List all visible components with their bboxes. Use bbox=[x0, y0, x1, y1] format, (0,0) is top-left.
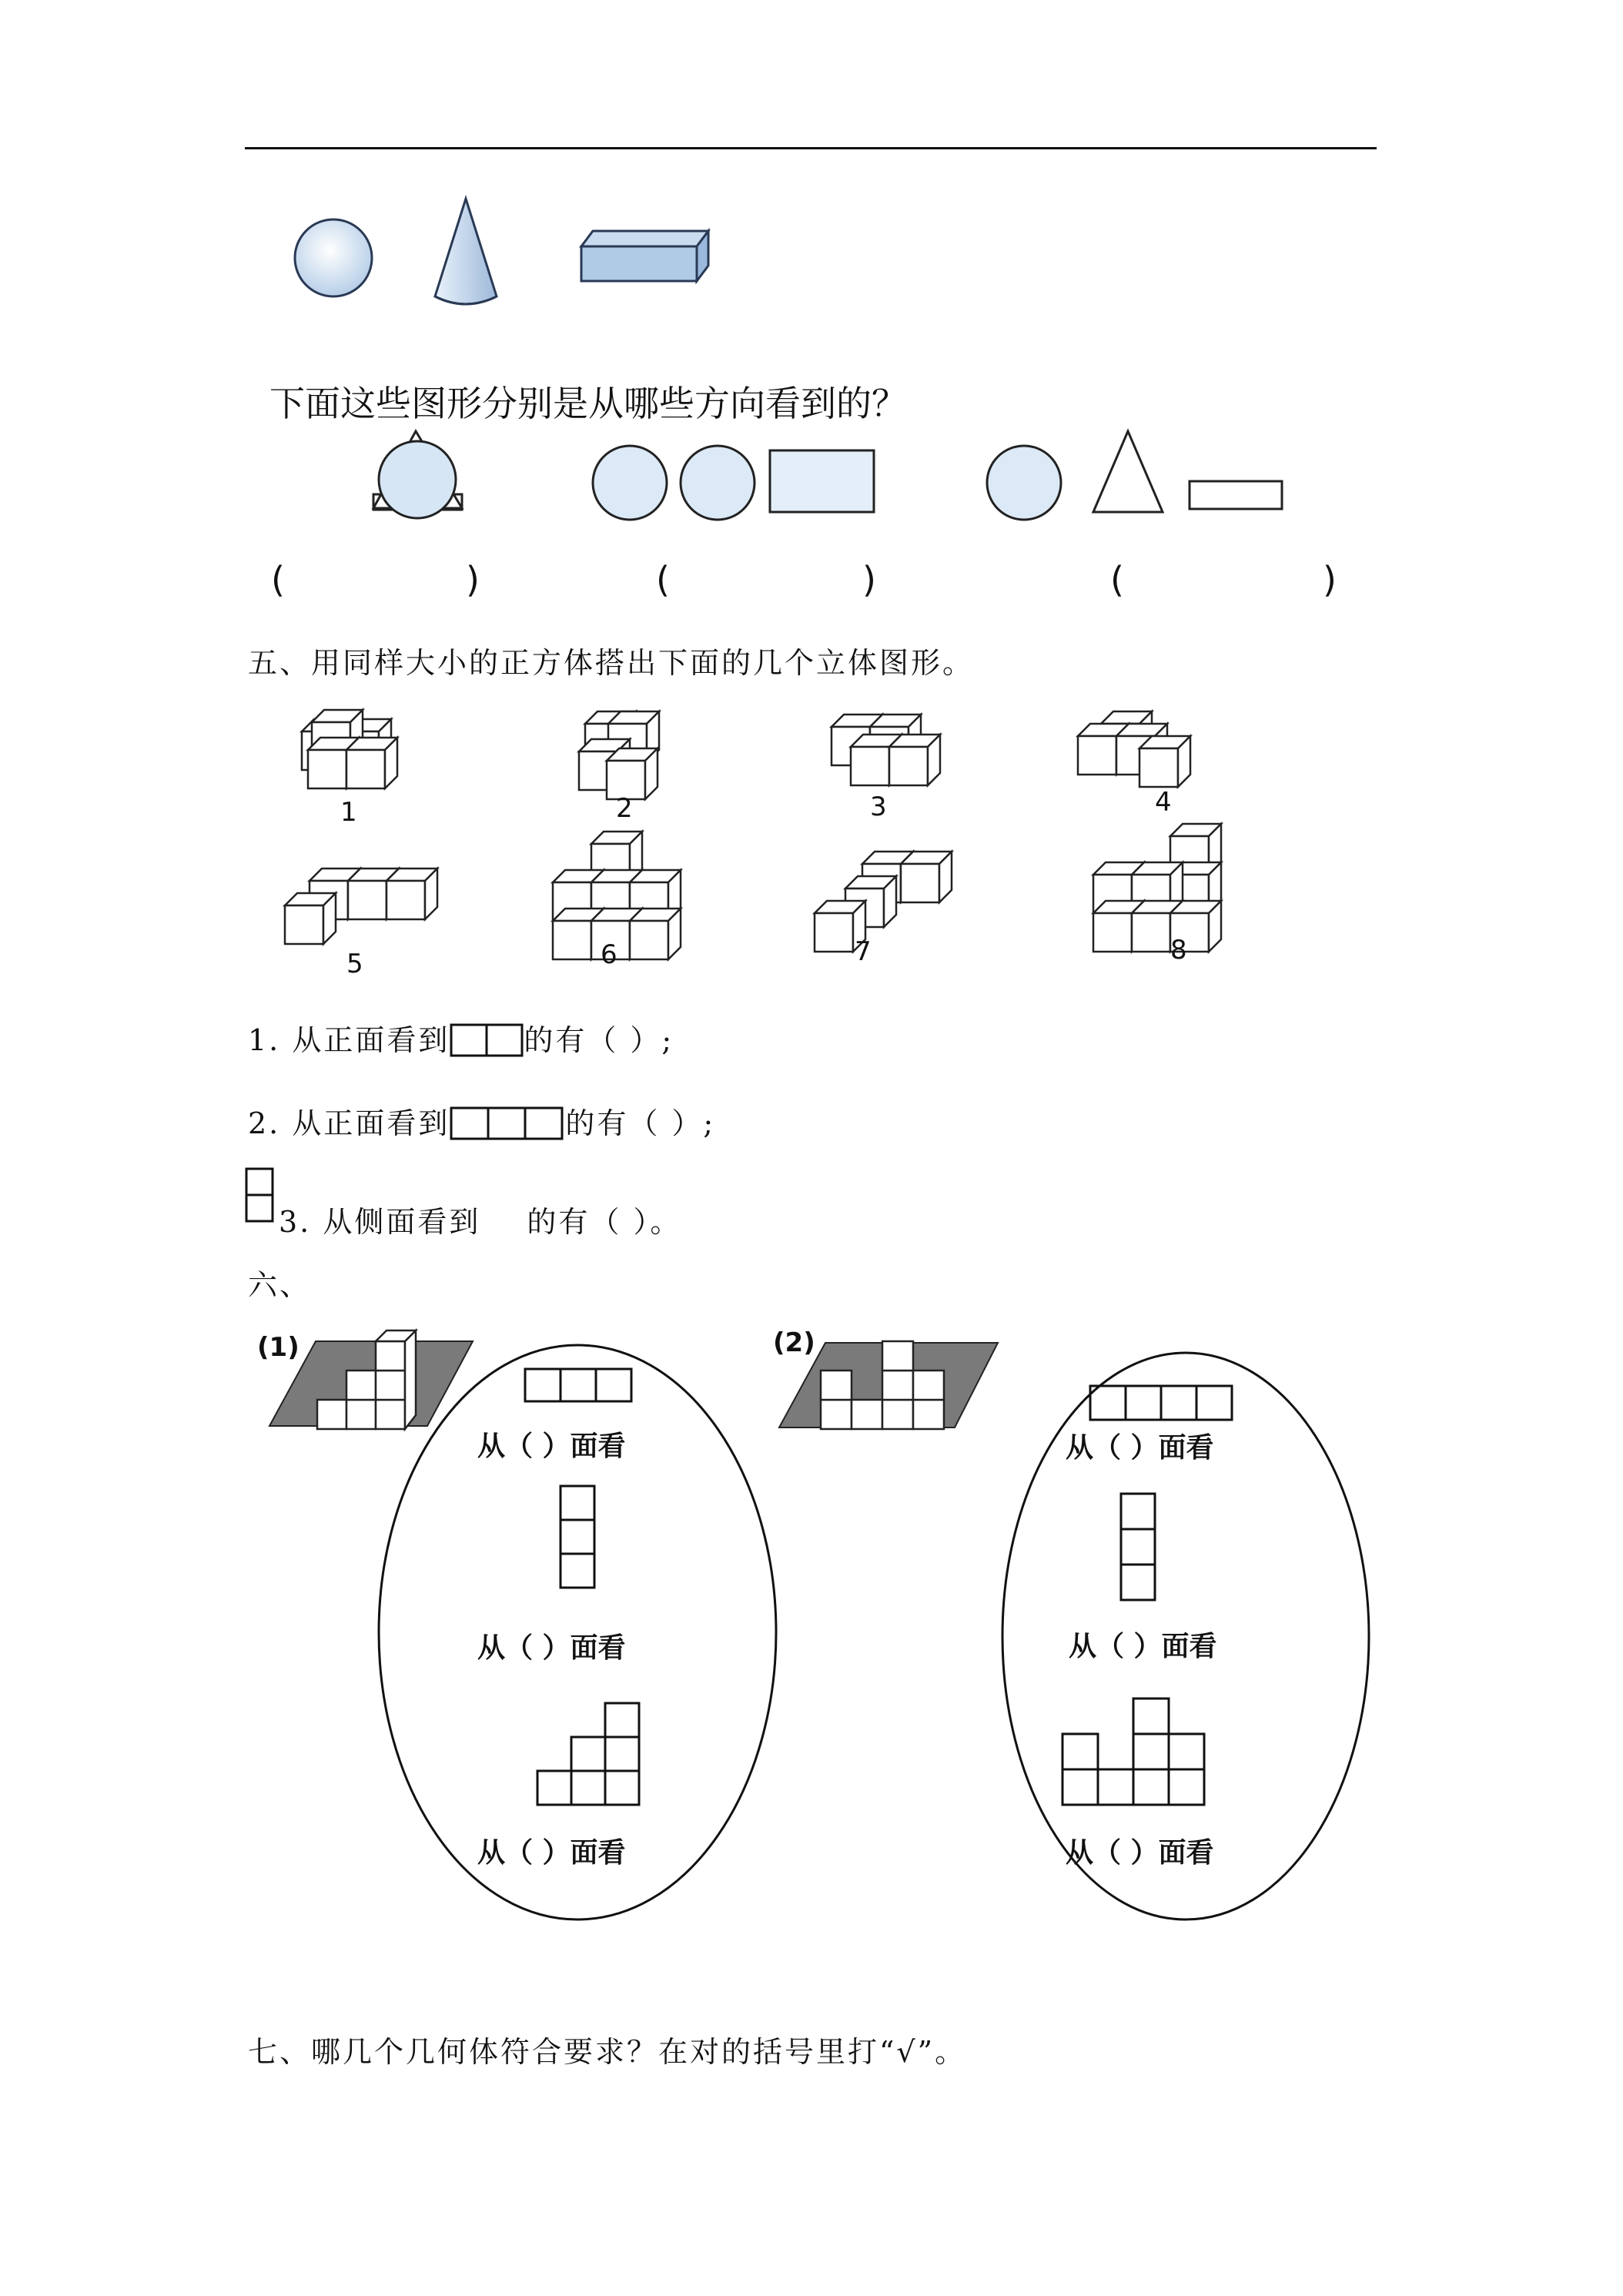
cube-figures bbox=[277, 708, 1278, 986]
figure-label-5: 5 bbox=[346, 949, 363, 979]
solids-illustration bbox=[277, 185, 739, 339]
view-caption-1c: 从（ ）面看 bbox=[477, 1837, 626, 1869]
three-squares-icon bbox=[450, 1106, 565, 1140]
question-3-prefix: 3. 从侧面看到 bbox=[279, 1205, 481, 1239]
view-caption-2c: 从（ ）面看 bbox=[1066, 1837, 1214, 1869]
section4-question: 下面这些图形分别是从哪些方向看到的？ bbox=[269, 383, 907, 424]
cone-shape bbox=[435, 199, 497, 304]
question-3-suffix: 的有（ ）。 bbox=[527, 1205, 682, 1239]
two-squares-icon bbox=[450, 1023, 524, 1057]
section6-title: 六、 bbox=[248, 1268, 312, 1302]
question-1 bbox=[248, 1016, 674, 1060]
answer-paren-close-1: ) bbox=[466, 559, 480, 601]
figure-label-8: 8 bbox=[1170, 935, 1187, 966]
section7-title: 七、哪几个几何体符合要求？在对的括号里打“√”。 bbox=[248, 2035, 967, 2069]
answer-paren-close-2: ) bbox=[862, 559, 876, 601]
view-caption-2a: 从（ ）面看 bbox=[1066, 1432, 1214, 1464]
section5-title: 五、用同样大小的正方体搭出下面的几个立体图形。 bbox=[248, 646, 975, 680]
cube-figure-2 bbox=[579, 711, 659, 799]
question-2-suffix: 的有（ ）; bbox=[565, 1106, 716, 1140]
figure-label-3: 3 bbox=[870, 792, 887, 822]
answer-paren-open-3: ( bbox=[1110, 559, 1124, 601]
view-caption-2b: 从（ ）面看 bbox=[1069, 1631, 1217, 1662]
answer-paren-open-2: ( bbox=[656, 559, 670, 601]
view-group-3 bbox=[987, 431, 1282, 520]
question-3 bbox=[279, 1198, 681, 1240]
cube-figure-1 bbox=[302, 710, 397, 788]
answer-paren-open-1: ( bbox=[271, 559, 285, 601]
view-caption-1a: 从（ ）面看 bbox=[477, 1431, 626, 1462]
stacked-squares-icon bbox=[245, 1167, 276, 1226]
figure-label-6: 6 bbox=[601, 939, 617, 970]
view-group-2 bbox=[593, 446, 874, 520]
header-rule bbox=[245, 147, 1377, 149]
view-group-1 bbox=[373, 431, 462, 518]
cube-figure-3 bbox=[832, 715, 940, 785]
figure-label-1: 1 bbox=[340, 797, 357, 828]
view-caption-1b: 从（ ）面看 bbox=[477, 1632, 626, 1664]
figure-label-4: 4 bbox=[1155, 787, 1172, 818]
figure-label-7: 7 bbox=[855, 936, 872, 967]
problem-label-2: (2) bbox=[773, 1327, 815, 1358]
answer-paren-close-3: ) bbox=[1323, 559, 1337, 601]
question-1-suffix: 的有（ ）; bbox=[524, 1023, 674, 1057]
cube-figure-4 bbox=[1078, 711, 1190, 787]
cube-figure-7 bbox=[815, 852, 952, 952]
cube-figure-5 bbox=[285, 869, 437, 944]
question-2-prefix: 2. 从正面看到 bbox=[248, 1106, 450, 1140]
platform-figure-2 bbox=[779, 1309, 1010, 1432]
cuboid-shape bbox=[581, 231, 708, 281]
question-2 bbox=[248, 1099, 715, 1143]
question-1-prefix: 1. 从正面看到 bbox=[248, 1023, 450, 1057]
cube-figure-8 bbox=[1093, 824, 1221, 952]
figure-label-2: 2 bbox=[616, 793, 633, 824]
views-illustration bbox=[362, 431, 1324, 531]
sphere-shape bbox=[295, 219, 372, 296]
problem-label-1: (1) bbox=[257, 1332, 300, 1363]
